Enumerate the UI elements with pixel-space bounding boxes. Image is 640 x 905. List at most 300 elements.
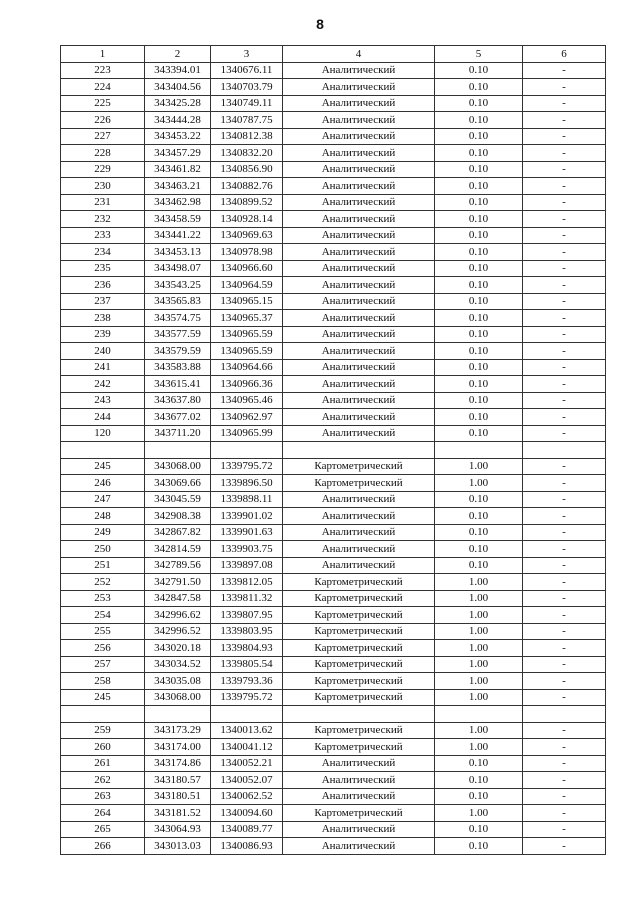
method-cell: Картометрический	[283, 475, 435, 492]
point-number-cell: 235	[61, 260, 145, 277]
y-coordinate-cell: 1339803.95	[211, 623, 283, 640]
y-coordinate-cell: 1339811.32	[211, 590, 283, 607]
x-coordinate-cell: 342908.38	[145, 508, 211, 525]
note-cell	[523, 442, 606, 459]
method-cell: Аналитический	[283, 772, 435, 789]
accuracy-cell: 0.10	[435, 293, 523, 310]
table-row	[61, 772, 606, 789]
point-number-cell: 244	[61, 409, 145, 426]
accuracy-cell: 0.10	[435, 211, 523, 228]
table-row	[61, 491, 606, 508]
table-row	[61, 211, 606, 228]
method-cell: Картометрический	[283, 640, 435, 657]
x-coordinate-cell: 343068.00	[145, 458, 211, 475]
y-coordinate-cell: 1340812.38	[211, 128, 283, 145]
accuracy-cell: 0.10	[435, 541, 523, 558]
method-cell: Картометрический	[283, 689, 435, 706]
note-cell: -	[523, 310, 606, 327]
table-body	[61, 62, 606, 854]
point-number-cell	[61, 442, 145, 459]
point-number-cell: 248	[61, 508, 145, 525]
x-coordinate-cell: 343637.80	[145, 392, 211, 409]
point-number-cell: 120	[61, 425, 145, 442]
table-row	[61, 557, 606, 574]
header-cell: 1	[61, 46, 145, 63]
note-cell: -	[523, 293, 606, 310]
table-row	[61, 607, 606, 624]
method-cell: Картометрический	[283, 607, 435, 624]
x-coordinate-cell: 343035.08	[145, 673, 211, 690]
accuracy-cell: 0.10	[435, 838, 523, 855]
note-cell: -	[523, 326, 606, 343]
point-number-cell: 241	[61, 359, 145, 376]
y-coordinate-cell	[211, 442, 283, 459]
y-coordinate-cell: 1340749.11	[211, 95, 283, 112]
table-row	[61, 722, 606, 739]
table-row	[61, 755, 606, 772]
point-number-cell: 240	[61, 343, 145, 360]
note-cell	[523, 706, 606, 723]
x-coordinate-cell: 343453.13	[145, 244, 211, 261]
note-cell: -	[523, 805, 606, 822]
table-row	[61, 376, 606, 393]
x-coordinate-cell: 343565.83	[145, 293, 211, 310]
header-cell: 4	[283, 46, 435, 63]
x-coordinate-cell	[145, 442, 211, 459]
accuracy-cell: 0.10	[435, 310, 523, 327]
table-row	[61, 838, 606, 855]
note-cell: -	[523, 178, 606, 195]
note-cell: -	[523, 343, 606, 360]
point-number-cell: 231	[61, 194, 145, 211]
note-cell: -	[523, 689, 606, 706]
x-coordinate-cell: 342791.50	[145, 574, 211, 591]
x-coordinate-cell: 343068.00	[145, 689, 211, 706]
table-row	[61, 574, 606, 591]
x-coordinate-cell: 343458.59	[145, 211, 211, 228]
x-coordinate-cell: 343579.59	[145, 343, 211, 360]
y-coordinate-cell: 1340013.62	[211, 722, 283, 739]
table-row	[61, 293, 606, 310]
x-coordinate-cell: 343498.07	[145, 260, 211, 277]
point-number-cell: 260	[61, 739, 145, 756]
x-coordinate-cell: 343404.56	[145, 79, 211, 96]
accuracy-cell: 0.10	[435, 95, 523, 112]
point-number-cell: 223	[61, 62, 145, 79]
note-cell: -	[523, 145, 606, 162]
x-coordinate-cell: 343069.66	[145, 475, 211, 492]
point-number-cell: 243	[61, 392, 145, 409]
x-coordinate-cell: 343013.03	[145, 838, 211, 855]
point-number-cell: 224	[61, 79, 145, 96]
method-cell: Картометрический	[283, 739, 435, 756]
y-coordinate-cell: 1340094.60	[211, 805, 283, 822]
accuracy-cell: 1.00	[435, 590, 523, 607]
y-coordinate-cell: 1340928.14	[211, 211, 283, 228]
note-cell: -	[523, 838, 606, 855]
method-cell: Аналитический	[283, 788, 435, 805]
table-row	[61, 739, 606, 756]
method-cell: Картометрический	[283, 590, 435, 607]
table-row	[61, 343, 606, 360]
method-cell: Аналитический	[283, 491, 435, 508]
accuracy-cell	[435, 442, 523, 459]
x-coordinate-cell: 343180.57	[145, 772, 211, 789]
table-row	[61, 442, 606, 459]
note-cell: -	[523, 755, 606, 772]
y-coordinate-cell: 1340041.12	[211, 739, 283, 756]
point-number-cell: 228	[61, 145, 145, 162]
accuracy-cell: 0.10	[435, 821, 523, 838]
point-number-cell: 252	[61, 574, 145, 591]
header-cell: 3	[211, 46, 283, 63]
note-cell: -	[523, 772, 606, 789]
note-cell: -	[523, 788, 606, 805]
y-coordinate-cell: 1340062.52	[211, 788, 283, 805]
method-cell: Аналитический	[283, 277, 435, 294]
point-number-cell: 255	[61, 623, 145, 640]
x-coordinate-cell: 343583.88	[145, 359, 211, 376]
y-coordinate-cell: 1339903.75	[211, 541, 283, 558]
table-row	[61, 310, 606, 327]
method-cell: Картометрический	[283, 574, 435, 591]
method-cell: Картометрический	[283, 656, 435, 673]
x-coordinate-cell: 342814.59	[145, 541, 211, 558]
accuracy-cell: 0.10	[435, 194, 523, 211]
y-coordinate-cell: 1339897.08	[211, 557, 283, 574]
point-number-cell: 265	[61, 821, 145, 838]
point-number-cell: 246	[61, 475, 145, 492]
accuracy-cell: 0.10	[435, 112, 523, 129]
table-row	[61, 508, 606, 525]
header-cell: 6	[523, 46, 606, 63]
x-coordinate-cell: 343463.21	[145, 178, 211, 195]
table-row	[61, 656, 606, 673]
method-cell: Аналитический	[283, 508, 435, 525]
table-row	[61, 541, 606, 558]
y-coordinate-cell	[211, 706, 283, 723]
x-coordinate-cell: 343462.98	[145, 194, 211, 211]
method-cell: Аналитический	[283, 62, 435, 79]
point-number-cell: 229	[61, 161, 145, 178]
accuracy-cell: 0.10	[435, 376, 523, 393]
x-coordinate-cell: 343064.93	[145, 821, 211, 838]
y-coordinate-cell: 1340965.46	[211, 392, 283, 409]
accuracy-cell: 1.00	[435, 805, 523, 822]
note-cell: -	[523, 95, 606, 112]
y-coordinate-cell: 1340089.77	[211, 821, 283, 838]
accuracy-cell: 0.10	[435, 227, 523, 244]
note-cell: -	[523, 359, 606, 376]
x-coordinate-cell: 342847.58	[145, 590, 211, 607]
x-coordinate-cell: 343615.41	[145, 376, 211, 393]
note-cell: -	[523, 409, 606, 426]
accuracy-cell: 1.00	[435, 689, 523, 706]
accuracy-cell: 0.10	[435, 508, 523, 525]
note-cell: -	[523, 541, 606, 558]
point-number-cell: 245	[61, 689, 145, 706]
accuracy-cell: 0.10	[435, 62, 523, 79]
note-cell: -	[523, 260, 606, 277]
note-cell: -	[523, 673, 606, 690]
header-row	[61, 46, 606, 63]
point-number-cell: 257	[61, 656, 145, 673]
method-cell: Картометрический	[283, 673, 435, 690]
table-row	[61, 409, 606, 426]
y-coordinate-cell: 1340966.36	[211, 376, 283, 393]
accuracy-cell: 0.10	[435, 524, 523, 541]
table-row	[61, 326, 606, 343]
y-coordinate-cell: 1340787.75	[211, 112, 283, 129]
method-cell: Аналитический	[283, 524, 435, 541]
x-coordinate-cell: 342996.62	[145, 607, 211, 624]
x-coordinate-cell: 343574.75	[145, 310, 211, 327]
method-cell: Картометрический	[283, 458, 435, 475]
y-coordinate-cell: 1340966.60	[211, 260, 283, 277]
note-cell: -	[523, 211, 606, 228]
y-coordinate-cell: 1339896.50	[211, 475, 283, 492]
accuracy-cell: 0.10	[435, 128, 523, 145]
accuracy-cell: 1.00	[435, 623, 523, 640]
method-cell: Аналитический	[283, 755, 435, 772]
point-number-cell: 262	[61, 772, 145, 789]
note-cell: -	[523, 524, 606, 541]
accuracy-cell: 0.10	[435, 277, 523, 294]
note-cell: -	[523, 739, 606, 756]
method-cell: Аналитический	[283, 838, 435, 855]
x-coordinate-cell: 343174.00	[145, 739, 211, 756]
accuracy-cell: 0.10	[435, 178, 523, 195]
accuracy-cell: 1.00	[435, 458, 523, 475]
x-coordinate-cell: 343441.22	[145, 227, 211, 244]
x-coordinate-cell: 343543.25	[145, 277, 211, 294]
method-cell: Аналитический	[283, 343, 435, 360]
y-coordinate-cell: 1340052.07	[211, 772, 283, 789]
table-row	[61, 788, 606, 805]
note-cell: -	[523, 640, 606, 657]
y-coordinate-cell: 1339793.36	[211, 673, 283, 690]
point-number-cell: 245	[61, 458, 145, 475]
point-number-cell: 261	[61, 755, 145, 772]
note-cell: -	[523, 62, 606, 79]
method-cell: Аналитический	[283, 425, 435, 442]
accuracy-cell: 1.00	[435, 739, 523, 756]
point-number-cell	[61, 706, 145, 723]
note-cell: -	[523, 607, 606, 624]
method-cell: Аналитический	[283, 211, 435, 228]
point-number-cell: 239	[61, 326, 145, 343]
accuracy-cell	[435, 706, 523, 723]
accuracy-cell: 0.10	[435, 491, 523, 508]
x-coordinate-cell: 342789.56	[145, 557, 211, 574]
note-cell: -	[523, 227, 606, 244]
accuracy-cell: 1.00	[435, 574, 523, 591]
point-number-cell: 238	[61, 310, 145, 327]
accuracy-cell: 0.10	[435, 359, 523, 376]
y-coordinate-cell: 1339901.02	[211, 508, 283, 525]
accuracy-cell: 1.00	[435, 640, 523, 657]
table-row	[61, 62, 606, 79]
note-cell: -	[523, 574, 606, 591]
point-number-cell: 266	[61, 838, 145, 855]
method-cell: Аналитический	[283, 128, 435, 145]
y-coordinate-cell: 1340969.63	[211, 227, 283, 244]
note-cell: -	[523, 491, 606, 508]
page-number: 8	[316, 16, 324, 32]
accuracy-cell: 1.00	[435, 656, 523, 673]
y-coordinate-cell: 1339805.54	[211, 656, 283, 673]
note-cell: -	[523, 557, 606, 574]
y-coordinate-cell: 1340899.52	[211, 194, 283, 211]
accuracy-cell: 0.10	[435, 392, 523, 409]
table-row	[61, 689, 606, 706]
accuracy-cell: 0.10	[435, 161, 523, 178]
table-row	[61, 458, 606, 475]
table-row	[61, 673, 606, 690]
point-number-cell: 232	[61, 211, 145, 228]
table-row	[61, 95, 606, 112]
method-cell: Аналитический	[283, 227, 435, 244]
point-number-cell: 236	[61, 277, 145, 294]
method-cell: Картометрический	[283, 623, 435, 640]
method-cell: Аналитический	[283, 821, 435, 838]
method-cell	[283, 442, 435, 459]
x-coordinate-cell: 343020.18	[145, 640, 211, 657]
table-row	[61, 640, 606, 657]
point-number-cell: 250	[61, 541, 145, 558]
method-cell: Аналитический	[283, 244, 435, 261]
method-cell: Аналитический	[283, 541, 435, 558]
accuracy-cell: 0.10	[435, 145, 523, 162]
note-cell: -	[523, 722, 606, 739]
table-row	[61, 178, 606, 195]
x-coordinate-cell: 343453.22	[145, 128, 211, 145]
y-coordinate-cell: 1340978.98	[211, 244, 283, 261]
x-coordinate-cell: 343677.02	[145, 409, 211, 426]
note-cell: -	[523, 112, 606, 129]
x-coordinate-cell: 343444.28	[145, 112, 211, 129]
method-cell: Аналитический	[283, 79, 435, 96]
y-coordinate-cell: 1340965.99	[211, 425, 283, 442]
y-coordinate-cell: 1340964.59	[211, 277, 283, 294]
accuracy-cell: 1.00	[435, 607, 523, 624]
point-number-cell: 259	[61, 722, 145, 739]
point-number-cell: 263	[61, 788, 145, 805]
table-row	[61, 425, 606, 442]
x-coordinate-cell: 343174.86	[145, 755, 211, 772]
accuracy-cell: 0.10	[435, 260, 523, 277]
accuracy-cell: 1.00	[435, 722, 523, 739]
method-cell: Аналитический	[283, 359, 435, 376]
table-row	[61, 392, 606, 409]
accuracy-cell: 0.10	[435, 409, 523, 426]
x-coordinate-cell: 343577.59	[145, 326, 211, 343]
method-cell: Аналитический	[283, 310, 435, 327]
x-coordinate-cell: 343180.51	[145, 788, 211, 805]
table-row	[61, 260, 606, 277]
method-cell: Аналитический	[283, 161, 435, 178]
table-row	[61, 145, 606, 162]
accuracy-cell: 0.10	[435, 755, 523, 772]
table-row	[61, 277, 606, 294]
method-cell: Аналитический	[283, 178, 435, 195]
method-cell: Аналитический	[283, 376, 435, 393]
note-cell: -	[523, 821, 606, 838]
table-row	[61, 475, 606, 492]
y-coordinate-cell: 1339898.11	[211, 491, 283, 508]
point-number-cell: 254	[61, 607, 145, 624]
point-number-cell: 225	[61, 95, 145, 112]
point-number-cell: 230	[61, 178, 145, 195]
y-coordinate-cell: 1340832.20	[211, 145, 283, 162]
note-cell: -	[523, 244, 606, 261]
method-cell: Аналитический	[283, 95, 435, 112]
point-number-cell: 251	[61, 557, 145, 574]
accuracy-cell: 0.10	[435, 343, 523, 360]
accuracy-cell: 1.00	[435, 673, 523, 690]
note-cell: -	[523, 656, 606, 673]
table-row	[61, 524, 606, 541]
point-number-cell: 264	[61, 805, 145, 822]
table-row	[61, 821, 606, 838]
y-coordinate-cell: 1340882.76	[211, 178, 283, 195]
accuracy-cell: 0.10	[435, 244, 523, 261]
accuracy-cell: 0.10	[435, 557, 523, 574]
note-cell: -	[523, 392, 606, 409]
point-number-cell: 258	[61, 673, 145, 690]
x-coordinate-cell: 343181.52	[145, 805, 211, 822]
note-cell: -	[523, 425, 606, 442]
accuracy-cell: 1.00	[435, 475, 523, 492]
method-cell: Аналитический	[283, 112, 435, 129]
table-row	[61, 805, 606, 822]
note-cell: -	[523, 277, 606, 294]
note-cell: -	[523, 508, 606, 525]
accuracy-cell: 0.10	[435, 326, 523, 343]
x-coordinate-cell: 343394.01	[145, 62, 211, 79]
x-coordinate-cell: 342867.82	[145, 524, 211, 541]
method-cell	[283, 706, 435, 723]
y-coordinate-cell: 1339812.05	[211, 574, 283, 591]
note-cell: -	[523, 128, 606, 145]
note-cell: -	[523, 79, 606, 96]
point-number-cell: 256	[61, 640, 145, 657]
method-cell: Картометрический	[283, 722, 435, 739]
table-row	[61, 590, 606, 607]
method-cell: Аналитический	[283, 326, 435, 343]
header-cell: 2	[145, 46, 211, 63]
y-coordinate-cell: 1340676.11	[211, 62, 283, 79]
point-number-cell: 227	[61, 128, 145, 145]
point-number-cell: 226	[61, 112, 145, 129]
y-coordinate-cell: 1340965.37	[211, 310, 283, 327]
point-number-cell: 249	[61, 524, 145, 541]
header-cell: 5	[435, 46, 523, 63]
table-row	[61, 161, 606, 178]
table-row	[61, 244, 606, 261]
x-coordinate-cell: 343045.59	[145, 491, 211, 508]
y-coordinate-cell: 1339804.93	[211, 640, 283, 657]
y-coordinate-cell: 1340052.21	[211, 755, 283, 772]
x-coordinate-cell: 343034.52	[145, 656, 211, 673]
x-coordinate-cell: 343425.28	[145, 95, 211, 112]
x-coordinate-cell	[145, 706, 211, 723]
table-row	[61, 128, 606, 145]
note-cell: -	[523, 475, 606, 492]
note-cell: -	[523, 458, 606, 475]
x-coordinate-cell: 343173.29	[145, 722, 211, 739]
method-cell: Аналитический	[283, 260, 435, 277]
